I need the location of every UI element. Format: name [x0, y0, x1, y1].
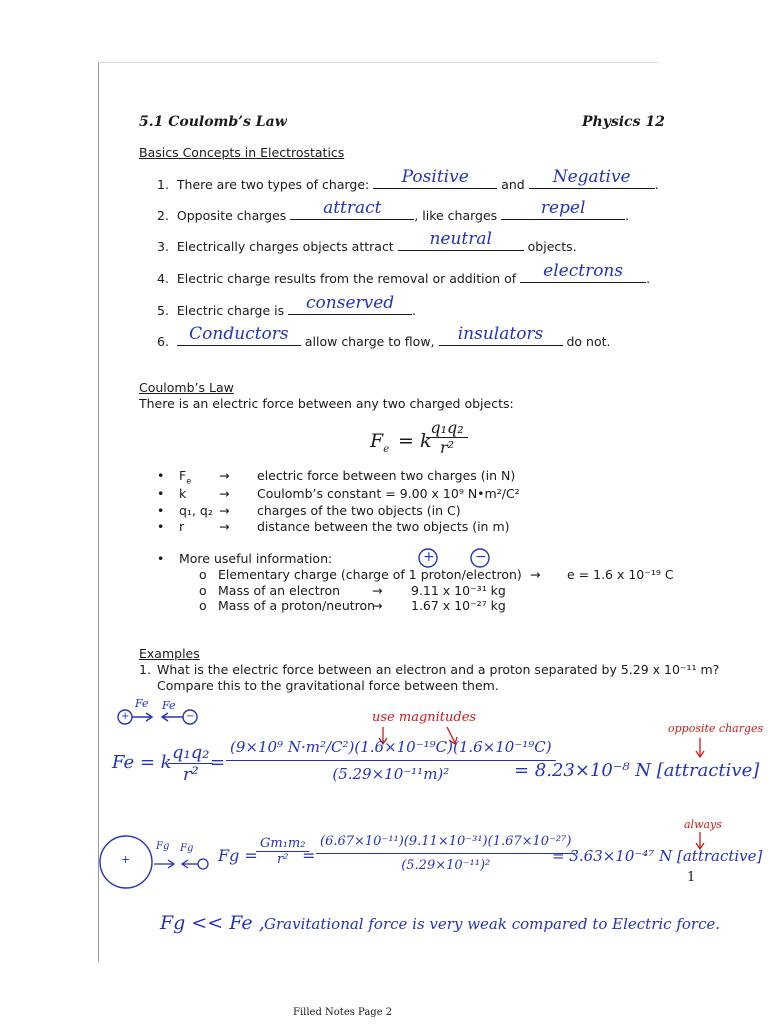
item-number: 5. — [157, 303, 169, 318]
fe-arrow-label: Fe — [135, 697, 149, 710]
sub-item-value: 9.11 x 10⁻³¹ kg — [411, 583, 506, 598]
definition-text: electric force between two charges (in N) — [257, 468, 516, 483]
minus-sign: − — [475, 549, 487, 565]
item-text: . — [654, 177, 659, 192]
answer-blank — [520, 261, 646, 283]
item-text: and — [497, 177, 529, 192]
example-1-number: 1. — [139, 662, 151, 677]
fraction-numerator: Gm₁m₂ — [256, 836, 309, 852]
item-number: 6. — [157, 334, 169, 349]
formula-eq: = k — [398, 430, 432, 452]
arrow-icon: → — [372, 583, 383, 598]
sub-item-row — [199, 583, 340, 598]
sub-item-value: 1.67 x 10⁻²⁷ kg — [411, 598, 506, 613]
fraction-numerator: (9×10⁹ N·m²/C²)(1.6×10⁻¹⁹C)(1.6×10⁻¹⁹C) — [226, 736, 556, 761]
answer-blank — [177, 324, 301, 346]
sub-item-row — [199, 598, 375, 613]
fe-equation-lhs: Fe = k — [112, 752, 172, 773]
fe-result: = 8.23×10⁻⁸ N [attractive] — [514, 760, 760, 781]
answer-blank — [439, 324, 563, 346]
handwritten-answer: insulators — [457, 324, 544, 344]
handwritten-answer: conserved — [306, 293, 395, 313]
definition-row — [157, 468, 515, 486]
item-text: objects. — [523, 239, 577, 254]
course-title: Physics 12 — [582, 114, 665, 130]
sub-item-text: Mass of a proton/neutron — [218, 598, 376, 613]
bullet: • — [157, 468, 165, 483]
fe-substitution — [226, 736, 556, 783]
item-text: Opposite charges — [176, 208, 291, 223]
arrow-icon: → — [219, 468, 230, 483]
coulomb-heading: Coulomb’s Law — [139, 380, 234, 395]
fraction-denominator: (5.29×10⁻¹¹)² — [401, 858, 491, 873]
answer-blank — [529, 167, 655, 189]
page-footer: Filled Notes Page 2 — [293, 1007, 393, 1018]
bullet: • — [157, 551, 165, 566]
fg-substitution — [316, 832, 575, 873]
circle-bullet: o — [199, 583, 207, 598]
fe-equation-fraction — [168, 742, 213, 785]
arrow-icon: → — [219, 503, 230, 518]
definition-row — [157, 519, 510, 534]
answer-blank — [373, 167, 497, 189]
examples-heading: Examples — [139, 646, 200, 661]
arrow-icon: → — [219, 519, 230, 534]
fraction-numerator: q₁q₂ — [168, 742, 213, 764]
definition-text: Coulomb’s constant = 9.00 x 10⁹ N•m²/C² — [257, 486, 520, 501]
definition-symbol: $F_e$ — [179, 468, 192, 486]
fg-equation-lhs: Fg = — [218, 846, 258, 865]
handwritten-answer: repel — [540, 198, 586, 218]
fraction-denominator: (5.29×10⁻¹¹m)² — [332, 765, 450, 783]
fg-force-diagram — [96, 830, 216, 894]
definition-symbol: q₁, q₂ — [179, 503, 213, 518]
definition-text: charges of the two objects (in C) — [257, 503, 461, 518]
arrow-icon: → — [372, 598, 383, 613]
handwritten-answer: electrons — [543, 261, 624, 281]
answer-blank — [501, 198, 625, 220]
item-text: Electric charge is — [176, 303, 289, 318]
definition-row — [157, 486, 520, 501]
equals-sign: = — [302, 846, 316, 865]
item-text: . — [625, 208, 630, 223]
item-text: Electric charge results from the removal or addition of — [176, 271, 521, 286]
definition-row — [157, 503, 461, 518]
lesson-title: 5.1 Coulomb’s Law — [139, 114, 287, 130]
item-text: allow charge to flow, — [300, 334, 439, 349]
basics-heading: Basics Concepts in Electrostatics — [139, 145, 345, 160]
page-number: 1 — [687, 870, 696, 885]
circle-bullet: o — [199, 567, 207, 582]
fg-arrow-label: Fg — [156, 841, 170, 852]
formula-numerator: q₁q₂ — [426, 418, 468, 438]
basics-item-6 — [157, 324, 611, 349]
item-number: 4. — [157, 271, 169, 286]
basics-item-2 — [157, 198, 630, 223]
plus-sign: + — [121, 711, 130, 722]
item-text: do not. — [562, 334, 611, 349]
item-number: 1. — [157, 177, 169, 192]
sub-item-row — [199, 567, 522, 582]
item-number: 2. — [157, 208, 169, 223]
page-top-border — [98, 62, 658, 63]
always-note: always — [684, 818, 722, 831]
item-text: Electrically charges objects attract — [176, 239, 398, 254]
item-text: . — [646, 271, 651, 286]
basics-item-5 — [157, 293, 417, 318]
example-1-question-line2: Compare this to the gravitational force between them. — [157, 678, 499, 693]
formula-lhs: $F_e$ — [370, 430, 390, 455]
item-number: 3. — [157, 239, 169, 254]
basics-item-1 — [157, 167, 659, 192]
handwritten-answer: Negative — [552, 167, 631, 187]
plus-sign: + — [423, 549, 435, 565]
sub-item-value: e = 1.6 x 10⁻¹⁹ C — [567, 567, 674, 582]
formula-denominator: r² — [439, 438, 455, 457]
fg-arrow-label: Fg — [180, 843, 194, 854]
definition-symbol: k — [179, 486, 187, 501]
opposite-charges-note: opposite charges — [668, 722, 764, 735]
basics-item-4 — [157, 261, 651, 286]
conclusion-text: Gravitational force is very weak compared to Electric force. — [264, 915, 721, 933]
answer-blank — [290, 198, 414, 220]
fe-arrow-label: Fe — [162, 699, 176, 712]
definition-text: distance between the two objects (in m) — [257, 519, 510, 534]
formula-fraction — [426, 418, 468, 457]
minus-sign: − — [186, 711, 195, 722]
item-text: There are two types of charge: — [176, 177, 374, 192]
handwritten-answer: attract — [323, 198, 382, 218]
fraction-denominator: r² — [277, 852, 289, 867]
plus-sign: + — [121, 853, 131, 866]
example-1-question: What is the electric force between an electron and a proton separated by 5.29 x 10⁻¹¹ m? — [157, 662, 720, 677]
coulomb-intro: There is an electric force between any two charged objects: — [139, 396, 514, 411]
definition-symbol: r — [179, 519, 185, 534]
bullet: • — [157, 503, 165, 518]
arrow-icon: → — [530, 567, 541, 582]
page-left-border — [98, 62, 99, 962]
basics-item-3 — [157, 229, 577, 254]
item-text: , like charges — [414, 208, 502, 223]
bullet: • — [157, 519, 165, 534]
circle-bullet: o — [199, 598, 207, 613]
fraction-numerator: (6.67×10⁻¹¹)(9.11×10⁻³¹)(1.67×10⁻²⁷) — [316, 832, 575, 854]
item-text: . — [412, 303, 417, 318]
sub-item-text: Mass of an electron — [218, 583, 341, 598]
sub-item-text: Elementary charge (charge of 1 proton/electron) — [218, 567, 522, 582]
bullet: • — [157, 486, 165, 501]
fg-result: = 3.63×10⁻⁴⁷ N [attractive] — [552, 847, 763, 865]
opposite-charges-arrow — [690, 736, 710, 760]
use-magnitudes-note: use magnitudes — [372, 710, 477, 725]
fraction-denominator: r² — [182, 764, 199, 785]
equals-sign: = — [210, 752, 226, 773]
handwritten-answer: Conductors — [189, 324, 289, 344]
handwritten-answer: neutral — [429, 229, 492, 249]
more-info-heading: • More useful information: — [157, 551, 333, 566]
handwritten-answer: Positive — [401, 167, 469, 187]
answer-blank — [288, 293, 412, 315]
arrow-icon: → — [219, 486, 230, 501]
conclusion-comparison: Fg << Fe , — [160, 912, 265, 934]
answer-blank — [398, 229, 524, 251]
